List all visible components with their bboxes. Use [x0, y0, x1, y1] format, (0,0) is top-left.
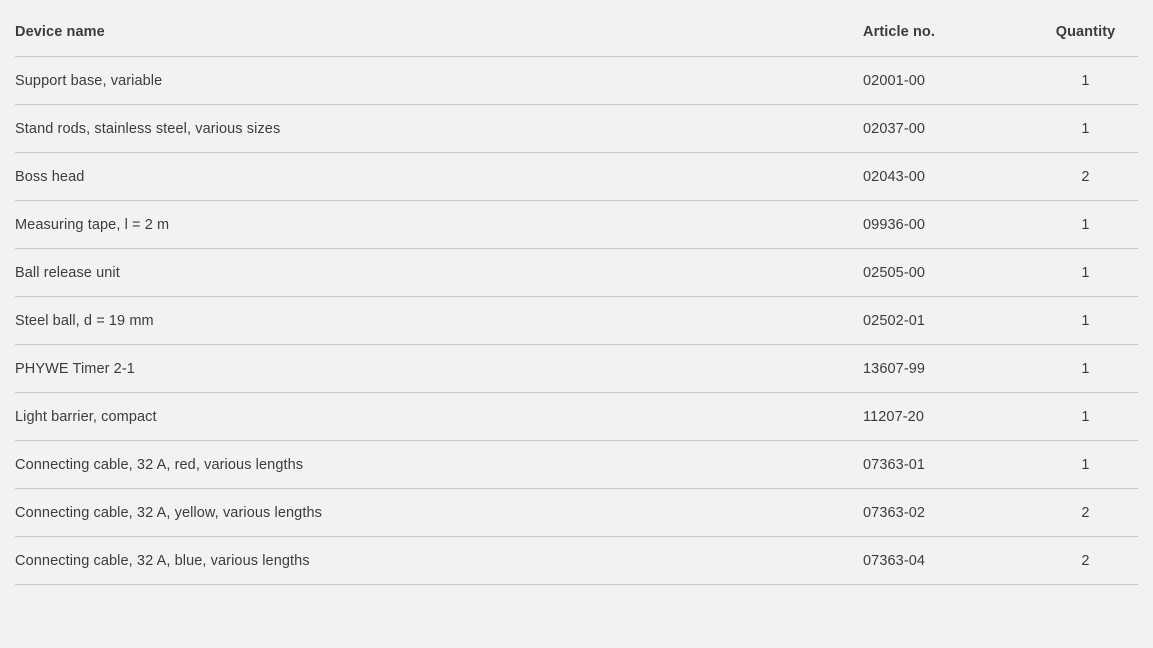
column-header-device-name: Device name	[15, 24, 105, 40]
cell-quantity: 2	[1033, 153, 1138, 201]
cell-quantity: 1	[1033, 105, 1138, 153]
table-row	[15, 345, 1138, 393]
column-header-article-no: Article no.	[863, 24, 935, 40]
table-row	[15, 249, 1138, 297]
table-row	[15, 537, 1138, 585]
table-row	[15, 57, 1138, 105]
cell-quantity: 1	[1033, 441, 1138, 489]
table-header-row	[15, 24, 1138, 57]
cell-article-no: 02037-00	[863, 105, 1033, 153]
cell-article-no: 07363-01	[863, 441, 1033, 489]
table-row	[15, 105, 1138, 153]
column-header-quantity: Quantity	[1055, 24, 1116, 40]
table-row	[15, 201, 1138, 249]
cell-article-no: 07363-04	[863, 537, 1033, 585]
cell-device-name: Boss head	[15, 153, 863, 201]
table-header	[15, 24, 1138, 57]
cell-quantity: 2	[1033, 537, 1138, 585]
table-row	[15, 489, 1138, 537]
cell-quantity: 1	[1033, 57, 1138, 105]
cell-quantity: 2	[1033, 489, 1138, 537]
cell-device-name: Measuring tape, l = 2 m	[15, 201, 863, 249]
cell-quantity: 1	[1033, 345, 1138, 393]
cell-quantity: 1	[1033, 297, 1138, 345]
table-row	[15, 441, 1138, 489]
table-body	[15, 57, 1138, 585]
cell-quantity: 1	[1033, 393, 1138, 441]
cell-article-no: 02043-00	[863, 153, 1033, 201]
cell-quantity: 1	[1033, 249, 1138, 297]
cell-device-name: Connecting cable, 32 A, yellow, various lengths	[15, 489, 863, 537]
cell-article-no: 13607-99	[863, 345, 1033, 393]
cell-article-no: 11207-20	[863, 393, 1033, 441]
cell-article-no: 02001-00	[863, 57, 1033, 105]
cell-device-name: Steel ball, d = 19 mm	[15, 297, 863, 345]
table-row	[15, 297, 1138, 345]
table-row	[15, 393, 1138, 441]
cell-device-name: Connecting cable, 32 A, red, various lengths	[15, 441, 863, 489]
cell-article-no: 07363-02	[863, 489, 1033, 537]
cell-device-name: Stand rods, stainless steel, various sizes	[15, 105, 863, 153]
cell-device-name: Ball release unit	[15, 249, 863, 297]
cell-article-no: 09936-00	[863, 201, 1033, 249]
equipment-table	[15, 24, 1138, 585]
cell-article-no: 02505-00	[863, 249, 1033, 297]
cell-device-name: Light barrier, compact	[15, 393, 863, 441]
table-row	[15, 153, 1138, 201]
cell-device-name: Support base, variable	[15, 57, 863, 105]
cell-article-no: 02502-01	[863, 297, 1033, 345]
cell-device-name: PHYWE Timer 2-1	[15, 345, 863, 393]
cell-device-name: Connecting cable, 32 A, blue, various lengths	[15, 537, 863, 585]
cell-quantity: 1	[1033, 201, 1138, 249]
